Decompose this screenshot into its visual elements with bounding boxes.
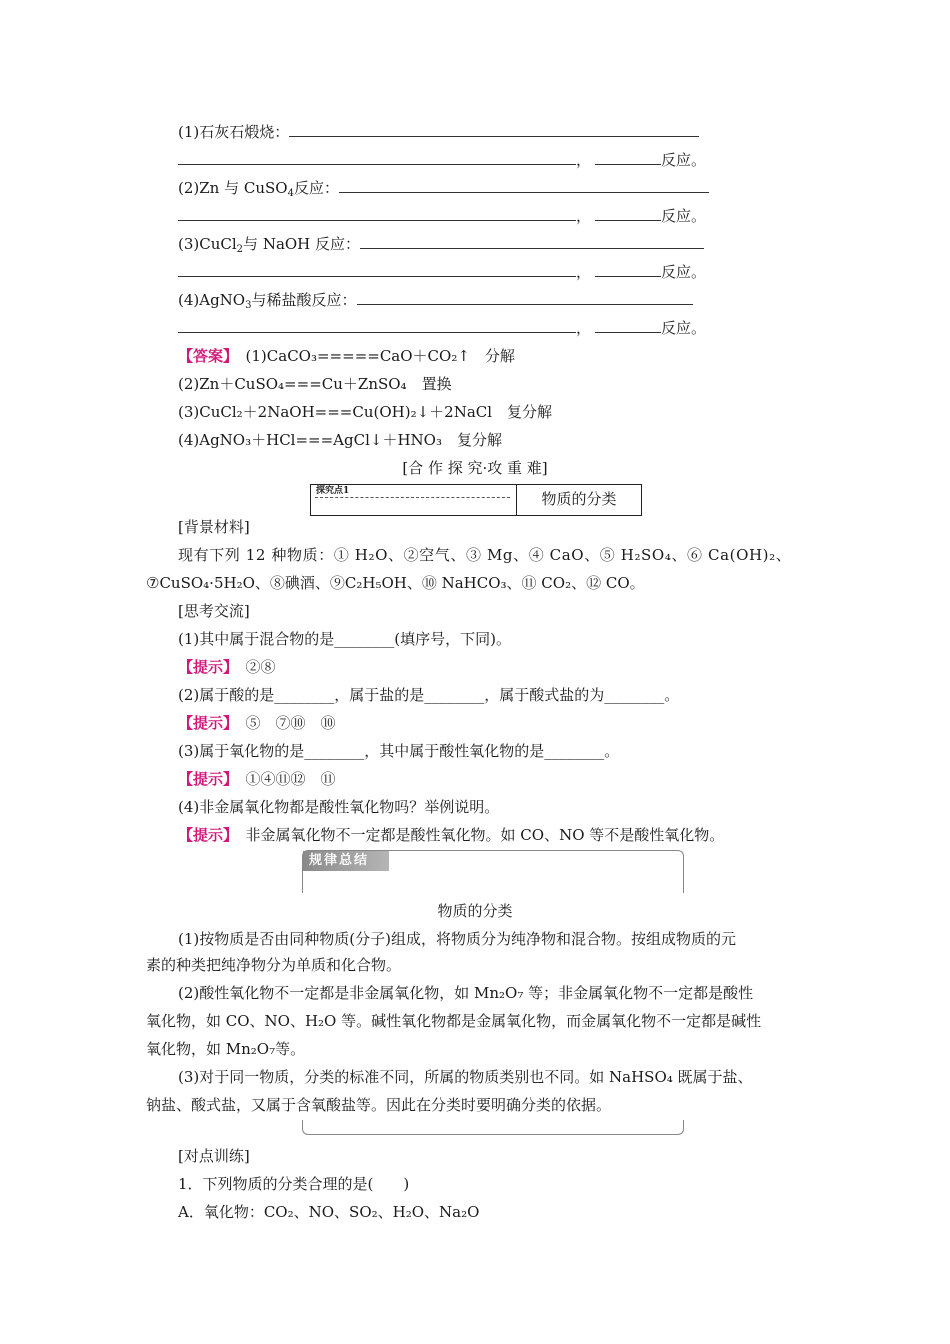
reaction-suffix: 反应。 xyxy=(661,207,707,225)
summary-badge: 规律总结 xyxy=(303,851,389,871)
explore-box xyxy=(310,484,642,516)
discussion-q2: (2)属于酸的是________，属于盐的是________，属于酸式盐的为________。 xyxy=(178,686,680,704)
hint-tag: 【提示】 xyxy=(178,770,231,788)
hint-2 xyxy=(178,713,336,733)
answer-blank xyxy=(357,290,693,305)
divider xyxy=(315,497,510,498)
summary-p2c: 氧化物，如 Mn₂O₇等。 xyxy=(146,1040,306,1058)
q4-label: (4)AgNO xyxy=(178,291,246,309)
answer-blank xyxy=(360,234,704,249)
summary-p3b: 钠盐、酸式盐，又属于含氧酸盐等。因此在分类时要明确分类的依据。 xyxy=(146,1096,612,1114)
summary-p1a: (1)按物质是否由同种物质(分子)组成，将物质分为纯净物和混合物。按组成物质的元 xyxy=(178,930,736,948)
summary-title: 物质的分类 xyxy=(437,902,513,920)
q1-label: (1)石灰石煅烧： xyxy=(178,123,290,141)
comma: ， xyxy=(576,207,592,225)
background-line-2: ⑦CuSO₄·5H₂O、⑧碘酒、⑨C₂H₅OH、⑩ NaHCO₃、⑪ CO₂、⑫ CO。 xyxy=(146,574,645,592)
summary-p3a: (3)对于同一物质，分类的标准不同，所属的物质类别也不同。如 NaHSO₄ 既属于盐、 xyxy=(178,1068,753,1086)
reaction-suffix: 反应。 xyxy=(661,263,707,281)
training-option-a: A．氧化物：CO₂、NO、SO₂、H₂O、Na₂O xyxy=(178,1203,480,1221)
explore-title: 物质的分类 xyxy=(541,490,617,508)
exercise-q3 xyxy=(178,234,704,260)
answer-line-1 xyxy=(178,346,515,366)
q2-label: (2)Zn 与 CuSO xyxy=(178,179,288,197)
hint-4 xyxy=(178,825,724,845)
training-heading: [对点训练] xyxy=(178,1147,250,1165)
training-q1: 1．下列物质的分类合理的是( ) xyxy=(178,1175,410,1193)
answer-1: (1)CaCO₃=====CaO＋CO₂↑ 分解 xyxy=(245,347,515,365)
section-heading: [合 作 探 究·攻 重 难] xyxy=(402,459,548,477)
comma: ， xyxy=(576,319,592,337)
exercise-q2 xyxy=(178,178,709,204)
discussion-q3: (3)属于氧化物的是________，其中属于酸性氧化物的是________。 xyxy=(178,742,620,760)
background-line-1: 现有下列 12 种物质：① H₂O、②空气、③ Mg、④ CaO、⑤ H₂SO₄、⑥ Ca(OH)₂、 xyxy=(178,546,792,564)
summary-p2b: 氧化物，如 CO、NO、H₂O 等。碱性氧化物都是金属氧化物，而金属氧化物不一定都是碱性 xyxy=(146,1012,762,1030)
q4-tail: 与稀盐酸反应： xyxy=(251,291,357,309)
discussion-q1: (1)其中属于混合物的是________(填序号，下同)。 xyxy=(178,630,511,648)
hint-3-text: ①④⑪⑫ ⑪ xyxy=(245,770,336,788)
exercise-q2-line2 xyxy=(178,206,706,226)
comma: ， xyxy=(576,263,592,281)
reaction-suffix: 反应。 xyxy=(661,319,707,337)
comma: ， xyxy=(576,151,592,169)
answer-blank xyxy=(178,150,576,165)
exercise-q4 xyxy=(178,290,693,316)
q3-label: (3)CuCl xyxy=(178,235,237,253)
q3-sub: 2 xyxy=(236,244,244,255)
answer-blank xyxy=(339,178,709,193)
answer-line-4: (4)AgNO₃＋HCl===AgCl↓＋HNO₃ 复分解 xyxy=(178,431,502,449)
hint-2-text: ⑤ ⑦⑩ ⑩ xyxy=(245,714,336,732)
discussion-heading: [思考交流] xyxy=(178,602,250,620)
reaction-type-blank xyxy=(595,318,661,333)
hint-1 xyxy=(178,657,276,677)
q3-tail: 与 NaOH 反应： xyxy=(243,235,361,253)
answer-tag: 【答案】 xyxy=(178,347,231,365)
hint-4-text: 非金属氧化物不一定都是酸性氧化物。如 CO、NO 等不是酸性氧化物。 xyxy=(245,826,725,844)
answer-blank xyxy=(178,206,576,221)
reaction-suffix: 反应。 xyxy=(661,151,707,169)
q2-sub: 4 xyxy=(287,188,294,199)
exercise-q1-line2 xyxy=(178,150,706,170)
hint-tag: 【提示】 xyxy=(178,714,231,732)
exercise-q3-line2 xyxy=(178,262,706,282)
reaction-type-blank xyxy=(595,150,661,165)
exercise-q4-line2 xyxy=(178,318,706,338)
reaction-type-blank xyxy=(595,262,661,277)
hint-tag: 【提示】 xyxy=(178,826,231,844)
answer-blank xyxy=(178,262,576,277)
exercise-q1 xyxy=(178,122,699,142)
reaction-type-blank xyxy=(595,206,661,221)
explore-tab-label: 探究点1 xyxy=(316,486,350,496)
explore-tab xyxy=(311,485,517,515)
answer-line-2: (2)Zn＋CuSO₄===Cu＋ZnSO₄ 置换 xyxy=(178,375,452,393)
summary-p2a: (2)酸性氧化物不一定都是非金属氧化物，如 Mn₂O₇ 等；非金属氧化物不一定都是酸性 xyxy=(178,984,754,1002)
hint-3 xyxy=(178,769,336,789)
hint-1-text: ②⑧ xyxy=(245,658,276,676)
summary-p1b: 素的种类把纯净物分为单质和化合物。 xyxy=(146,956,402,974)
answer-blank xyxy=(289,122,699,137)
q4-sub: 3 xyxy=(245,300,252,311)
background-heading: [背景材料] xyxy=(178,518,250,536)
summary-frame-bottom xyxy=(302,1120,684,1135)
discussion-q4: (4)非金属氧化物都是酸性氧化物吗？举例说明。 xyxy=(178,798,500,816)
q2-tail: 反应： xyxy=(293,179,339,197)
hint-tag: 【提示】 xyxy=(178,658,231,676)
answer-line-3: (3)CuCl₂＋2NaOH===Cu(OH)₂↓＋2NaCl 复分解 xyxy=(178,403,553,421)
answer-blank xyxy=(178,318,576,333)
